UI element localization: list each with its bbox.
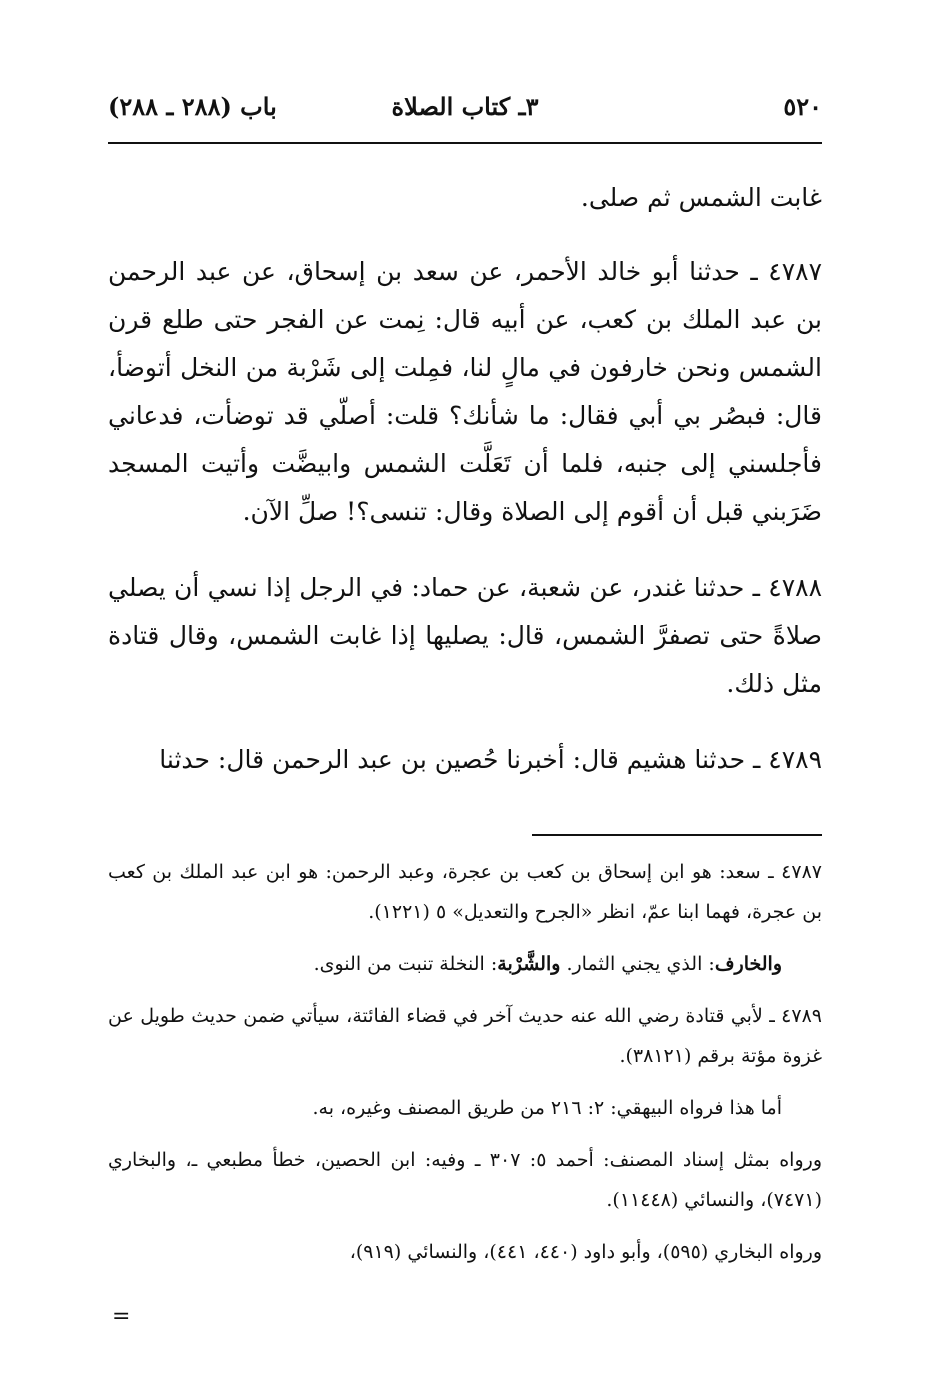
glossary-term-kharif: والخارف xyxy=(714,953,782,975)
footnote-4789: ٤٧٨٩ ـ لأبي قتادة رضي الله عنه حديث آخر في قضاء الفائتة، سيأتي ضمن حديث طويل عن غزوة مؤتة برقم (٣٨١٢١). xyxy=(108,1005,822,1067)
footnote-4787: ٤٧٨٧ ـ سعد: هو ابن إسحاق بن كعب بن عجرة، وعبد الرحمن: هو ابن عبد الملك بن كعب بن عجرة، فهما ابنا عمّ، انظر «الجرح والتعديل» ٥ (١٢٢١). xyxy=(108,861,822,923)
footnotes xyxy=(108,852,822,1284)
main-text xyxy=(108,174,822,812)
hadith-4788: ٤٧٨٨ ـ حدثنا غندر، عن شعبة، عن حماد: في الرجل إذا نسي أن يصلي صلاةً حتى تصفرَّ الشمس، قال: يصليها إذا غابت الشمس، وقال قتادة مثل ذلك. xyxy=(108,573,822,698)
hadith-4787: ٤٧٨٧ ـ حدثنا أبو خالد الأحمر، عن سعد بن إسحاق، عن عبد الرحمن بن عبد الملك بن كعب، عن أبيه قال: نِمت عن الفجر حتى طلع قرن الشمس ونحن خارفون في مالٍ لنا، فمِلت إلى شَرْبة من النخل أتوضأ، قال: فبصُر بي أبي فقال: ما شأنك؟ قلت: أصلّي قد توضأت، فدعاني فأجلسني إلى جنبه، فلما أن تَعَلَّت الشمس وابيضَّت وأتيت المسجد ضَرَبني قبل أن أقوم إلى الصلاة وقال: تنسى؟! صلِّ الآن. xyxy=(108,257,822,526)
footnote-ahmad: ورواه بمثل إسناد المصنف: أحمد ٥: ٣٠٧ ـ وفيه: ابن الحصين، خطأ مطبعي ـ، والبخاري (٧٤٧١)، والنسائي (١١٤٤٨). xyxy=(108,1149,822,1211)
glossary-def-sharba: : النخلة تنبت من النوى. xyxy=(313,953,498,975)
footnote-bukhari: ورواه البخاري (٥٩٥)، وأبو داود (٤٤٠، ٤٤١)، والنسائي (٩١٩)، xyxy=(349,1241,822,1263)
paragraph-continuation: غابت الشمس ثم صلى. xyxy=(580,183,822,212)
glossary-term-sharba: والشَّرْبة xyxy=(497,953,561,975)
section-title: باب (٢٨٨ ـ ٢٨٨) xyxy=(108,92,277,121)
footnote-divider xyxy=(532,834,822,836)
chapter-title: ٣ـ كتاب الصلاة xyxy=(391,92,539,121)
footnote-glossary xyxy=(108,944,822,984)
continuation-mark: = xyxy=(112,1304,131,1329)
hadith-4789: ٤٧٨٩ ـ حدثنا هشيم قال: أخبرنا حُصين بن عبد الرحمن قال: حدثنا xyxy=(159,745,822,774)
page-number: ٥٢٠ xyxy=(783,92,822,121)
footnote-bayhaqi: أما هذا فرواه البيهقي: ٢: ٢١٦ من طريق المصنف وغيره، به. xyxy=(312,1097,782,1119)
content-column xyxy=(108,0,822,1381)
glossary-def-kharif: : الذي يجني الثمار. xyxy=(566,953,715,975)
